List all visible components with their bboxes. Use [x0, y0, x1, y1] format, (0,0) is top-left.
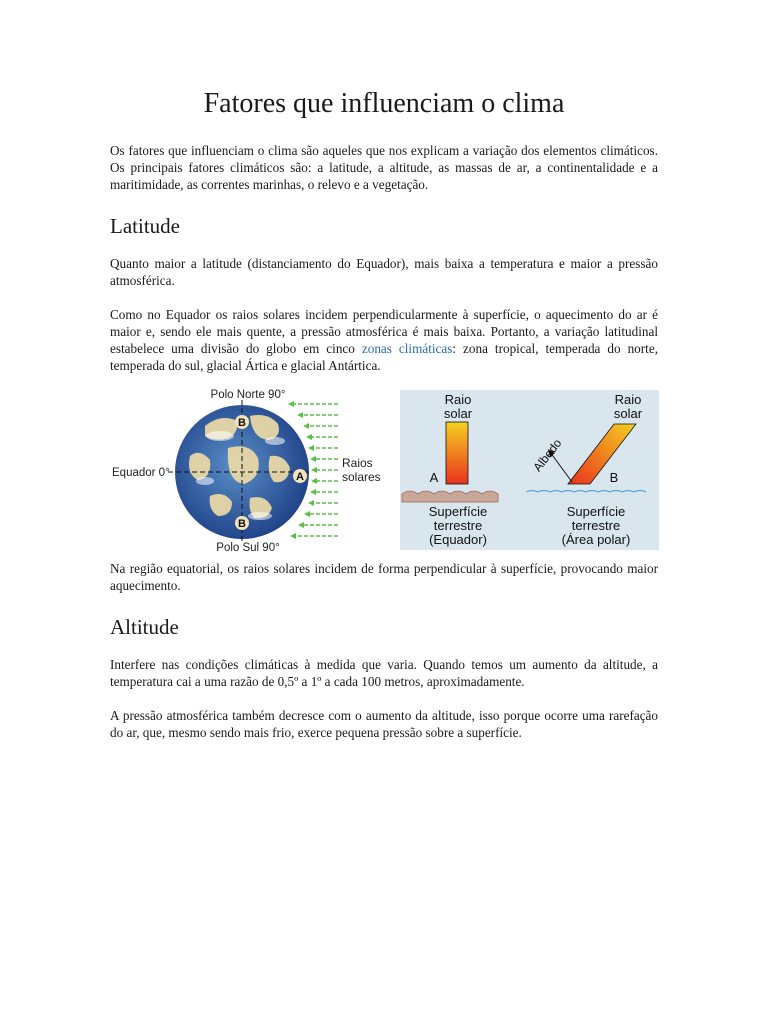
oblique-ray [568, 424, 636, 484]
surface-right-2: terrestre [571, 518, 621, 533]
zonas-climaticas-link[interactable]: zonas climáticas [361, 341, 453, 356]
surface-right-1: Superfície [566, 504, 626, 519]
ray-right-label-2: solar [613, 406, 643, 421]
point-b-south: B [238, 518, 246, 530]
label-b: B [609, 470, 619, 485]
ray-left-label-1: Raio [444, 392, 472, 407]
altitude-paragraph-1: Interfere nas condições climáticas à medida que varia. Quando temos um aumento da altitude, a temperatura cai a uma razão de 0,5º a 1º a cada 100 metros, aproximadamente. [110, 657, 658, 689]
latitude-figure [110, 386, 658, 554]
page-title: Fatores que influenciam o clima [203, 88, 565, 119]
latitude-paragraph-2 [110, 306, 658, 374]
label-a: A [429, 470, 439, 485]
surface-right-3: (Área polar) [561, 532, 631, 547]
vertical-ray [446, 422, 468, 484]
altitude-paragraph-2: A pressão atmosférica também decresce com o aumento da altitude, isso porque ocorre uma rarefação do ar, que, mesmo sendo mais frio, exerce pequena pressão sobre a superfície. [110, 708, 658, 740]
latitude-paragraph-1: Quanto maior a latitude (distanciamento do Equador), mais baixa a temperatura e maior a pressão atmosférica. [110, 256, 658, 288]
albedo-label: Albedo [530, 436, 565, 475]
ray-incidence-diagram [400, 390, 659, 550]
document-content [110, 86, 658, 741]
south-pole-label: Polo Sul 90° [216, 542, 280, 554]
surface-left-1: Superfície [428, 504, 488, 519]
latitude-paragraph-2-text-b: : zona tropical, temperada do norte, temperada do sul, glacial Ártica e glacial Antártica. [110, 341, 658, 373]
altitude-heading: Altitude [110, 615, 179, 639]
rays-label-2: solares [342, 470, 381, 484]
equator-label: Equador 0° [112, 467, 170, 479]
surface-left-3: (Equador) [429, 532, 487, 547]
latitude-heading: Latitude [110, 214, 180, 238]
latitude-paragraph-2-text-a: Como no Equador os raios solares incidem perpendicularmente à superfície, o aquecimento do ar é maior e, sendo ele mais quente, a pressão atmosférica é mais baixa. Portanto, a variação latitudinal estabelece uma divisão do globo em cinco [110, 307, 658, 356]
polar-ground [526, 491, 646, 493]
north-pole-label: Polo Norte 90° [210, 389, 286, 401]
point-a: A [296, 471, 304, 483]
ray-left-label-2: solar [443, 406, 473, 421]
surface-left-2: terrestre [433, 518, 483, 533]
ray-right-label-1: Raio [614, 392, 642, 407]
point-b-north: B [238, 417, 246, 429]
globe-diagram [110, 386, 395, 554]
equator-ground [402, 491, 498, 502]
figure-caption: Na região equatorial, os raios solares incidem de forma perpendicular à superfície, provocando maior aquecimento. [110, 561, 658, 593]
rays-label-1: Raios [342, 456, 373, 470]
intro-paragraph: Os fatores que influenciam o clima são aqueles que nos explicam a variação dos elementos climáticos. Os principais fatores climáticos são: a latitude, a altitude, as massas de ar, a continentalidade e a maritimidade, as correntes marinhas, o relevo e a vegetação. [110, 143, 658, 192]
